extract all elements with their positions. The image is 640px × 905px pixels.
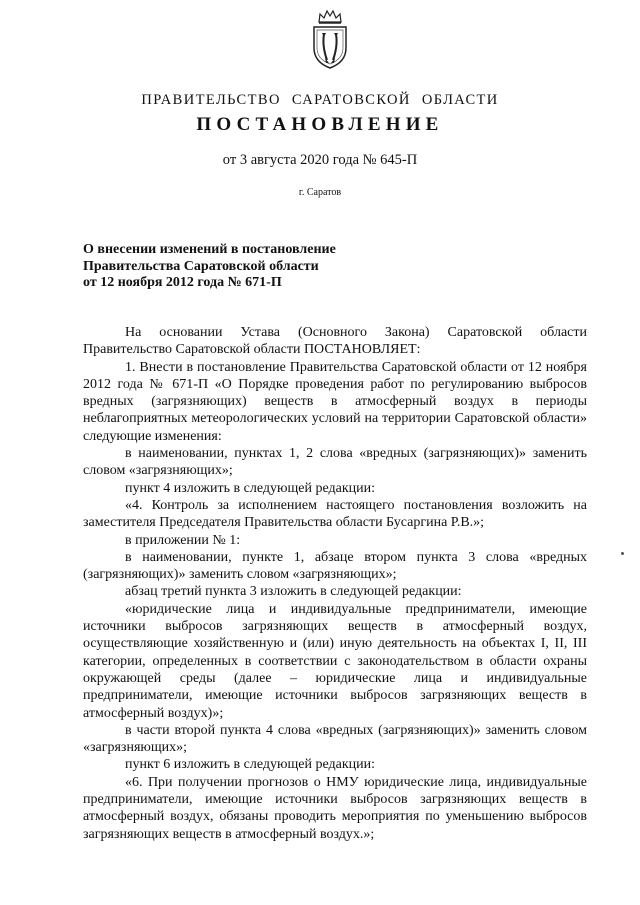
subject-line: О внесении изменений в постановление [83,242,336,257]
body-paragraph: в части второй пункта 4 слова «вредных (загрязняющих)» заменить словом «загрязняющих»; [83,722,587,756]
document-subject [83,242,403,292]
body-paragraph: в наименовании, пункте 1, абзаце втором пункта 3 слова «вредных (загрязняющих)» заменить словом «загрязняющих»; [83,549,587,583]
scan-speck [621,552,624,555]
subject-line: Правительства Саратовской области [83,258,319,274]
subject-line: от 12 ноября 2012 года № 671-П [83,275,282,290]
body-paragraph: пункт 4 изложить в следующей редакции: [125,480,375,496]
body-paragraph: «4. Контроль за исполнением настоящего постановления возложить на заместителя Председателя Правительства области Бусаргина Р.В.»; [83,497,587,531]
body-paragraph: На основании Устава (Основного Закона) Саратовской области Правительство Саратовской области ПОСТАНОВЛЯЕТ: [83,325,587,358]
document-body [83,324,587,843]
saratov-coat-of-arms-icon [304,8,356,70]
government-name: ПРАВИТЕЛЬСТВО САРАТОВСКОЙ ОБЛАСТИ [141,92,499,108]
body-paragraph: пункт 6 изложить в следующей редакции: [125,757,375,773]
document-city: г. Саратов [298,187,342,198]
body-paragraph: «6. При получении прогнозов о НМУ юридические лица, индивидуальные предприниматели, имеющие источники выбросов загрязняющих веществ в атмосферный воздух, обязаны проводить мероприятия по уменьшению выбросов загрязняющих веществ в атмосферный воздух.»; [83,774,587,842]
document-date-number: от 3 августа 2020 года № 645-П [222,152,418,168]
body-paragraph: «юридические лица и индивидуальные предприниматели, имеющие источники выбросов загрязняющих веществ в атмосферный воздух, осуществляющие хозяйственную и (или) иную деятельность на объектах I, II, III категории, определенных в соответствии с законодательством в области охраны окружающей среды (далее – юридические лица и индивидуальные предприниматели, имеющие источники выбросов загрязняющих веществ в атмосферный воздух)»; [83,601,587,721]
body-paragraph: в приложении № 1: [125,532,241,548]
body-paragraph: абзац третий пункта 3 изложить в следующей редакции: [125,584,462,600]
body-paragraph: в наименовании, пунктах 1, 2 слова «вредных (загрязняющих)» заменить словом «загрязняющих»; [83,446,587,479]
document-type: ПОСТАНОВЛЕНИЕ [196,114,444,135]
body-paragraph: 1. Внести в постановление Правительства Саратовской области от 12 ноября 2012 года № 671-П «О Порядке проведения работ по регулированию выбросов вредных (загрязняющих) веществ в атмосферный воздух в периоды неблагоприятных метеорологических условий на территории Саратовской области» следующие изменения: [83,359,587,444]
